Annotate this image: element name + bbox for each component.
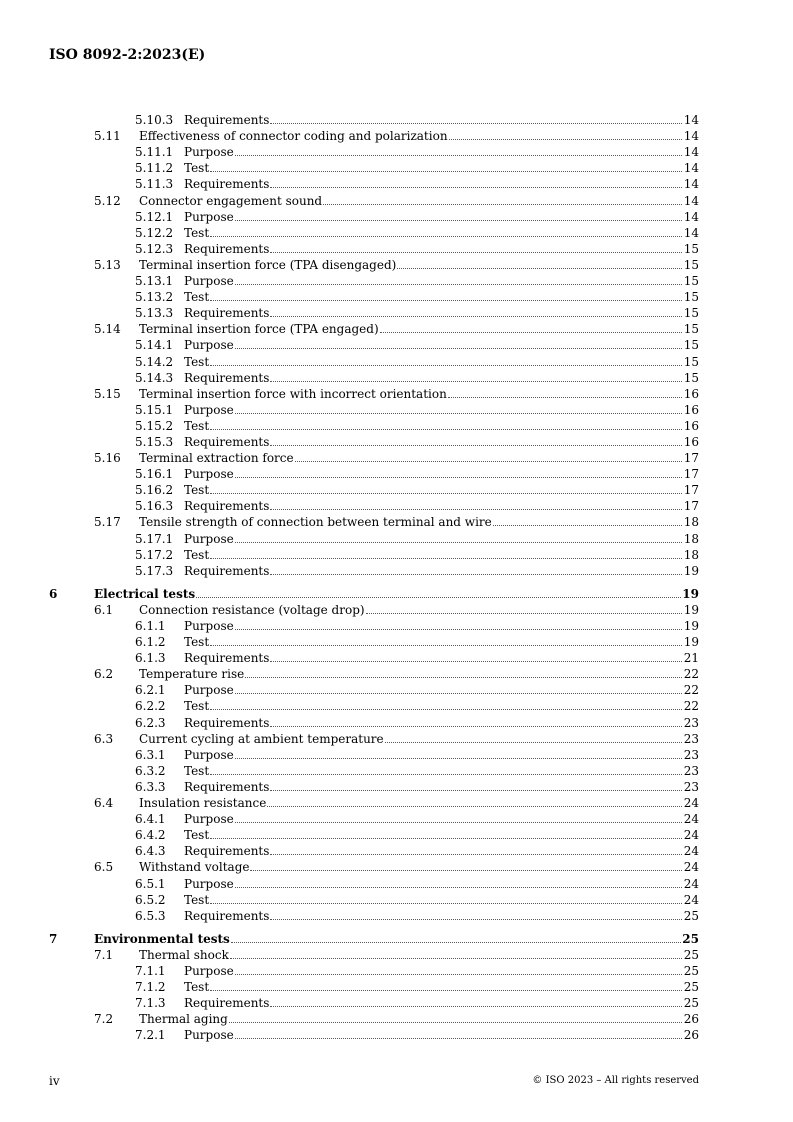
toc-entry-number: 5.14.2 [135, 354, 174, 369]
toc-entry[interactable] [49, 529, 699, 545]
toc-entry-title: Test [184, 892, 210, 907]
toc-entry[interactable] [49, 546, 699, 562]
toc-entry-number: 5.13.2 [135, 290, 174, 305]
toc-entry-title: Requirements [184, 177, 270, 192]
toc-entry-number: 5.17.2 [135, 547, 174, 562]
toc-entry-number: 6.3.2 [135, 763, 166, 778]
toc-entry-title: Requirements [184, 241, 270, 256]
dot-leader [210, 558, 682, 559]
toc-entry[interactable] [49, 288, 699, 304]
toc-entry-title: Test [184, 418, 210, 433]
toc-entry-number: 6.2 [94, 667, 114, 682]
toc-entry-page: 25 [683, 947, 699, 962]
toc-entry-title: Purpose [184, 683, 234, 698]
dot-leader [235, 542, 682, 543]
toc-entry-page: 15 [683, 354, 699, 369]
toc-entry-number: 6.5.3 [135, 908, 166, 923]
toc-entry[interactable] [49, 762, 699, 778]
toc-entry-title: Electrical tests [94, 586, 196, 601]
toc-entry-number: 7.1.3 [135, 996, 166, 1011]
toc-entry-page: 14 [683, 177, 699, 192]
toc-entry-number: 6.2.2 [135, 699, 166, 714]
toc-entry-number: 7 [49, 931, 58, 946]
toc-entry[interactable] [49, 272, 699, 288]
toc-entry-number: 5.11.1 [135, 145, 174, 160]
toc-entry-number: 7.2 [94, 1012, 114, 1027]
dot-leader [270, 854, 682, 855]
toc-entry[interactable] [49, 369, 699, 385]
dot-leader [397, 268, 682, 269]
toc-entry-page: 15 [683, 274, 699, 289]
dot-leader [210, 300, 682, 301]
toc-entry-page: 17 [683, 467, 699, 482]
toc-entry-page: 24 [683, 812, 699, 827]
toc-entry[interactable] [49, 665, 699, 681]
table-of-contents [49, 111, 699, 1042]
dot-leader [449, 139, 682, 140]
dot-leader [270, 445, 682, 446]
toc-entry-number: 5.14.3 [135, 370, 174, 385]
dot-leader [270, 381, 682, 382]
toc-entry-page: 18 [683, 547, 699, 562]
copyright-notice: © ISO 2023 – All rights reserved [532, 1075, 699, 1086]
toc-entry[interactable] [49, 891, 699, 907]
toc-entry-title: Purpose [184, 812, 234, 827]
toc-entry-number: 6.3.1 [135, 747, 166, 762]
toc-entry-title: Purpose [184, 467, 234, 482]
toc-entry-page: 17 [683, 499, 699, 514]
toc-entry-number: 5.11.2 [135, 161, 174, 176]
toc-entry-number: 6.5.1 [135, 876, 166, 891]
toc-entry[interactable] [49, 649, 699, 665]
toc-entry-title: Thermal aging [139, 1012, 228, 1027]
toc-entry-title: Purpose [184, 402, 234, 417]
toc-entry-number: 5.12.2 [135, 225, 174, 240]
dot-leader [270, 252, 682, 253]
toc-entry-number: 5.16 [94, 451, 121, 466]
toc-entry[interactable] [49, 562, 699, 578]
toc-entry[interactable] [49, 585, 699, 601]
dot-leader [235, 348, 682, 349]
toc-entry-title: Test [184, 635, 210, 650]
toc-entry-title: Test [184, 225, 210, 240]
toc-entry-title: Terminal insertion force with incorrect orientation [139, 386, 447, 401]
toc-entry-number: 5.14.1 [135, 338, 174, 353]
toc-entry[interactable] [49, 127, 699, 143]
toc-entry-number: 5.13.3 [135, 306, 174, 321]
dot-leader [270, 187, 682, 188]
toc-entry-number: 5.12 [94, 193, 121, 208]
toc-entry-title: Requirements [184, 844, 270, 859]
toc-entry-page: 23 [683, 747, 699, 762]
dot-leader [270, 726, 682, 727]
toc-entry[interactable] [49, 617, 699, 633]
toc-entry-title: Requirements [184, 113, 270, 128]
toc-entry-number: 5.17.1 [135, 531, 174, 546]
dot-leader [235, 887, 682, 888]
toc-entry[interactable] [49, 907, 699, 923]
toc-entry-title: Tensile strength of connection between terminal and wire [139, 515, 492, 530]
toc-entry[interactable] [49, 930, 699, 946]
toc-entry-number: 6.3 [94, 731, 114, 746]
toc-entry-page: 21 [683, 651, 699, 666]
toc-entry-title: Purpose [184, 876, 234, 891]
toc-entry-number: 6.4 [94, 796, 114, 811]
dot-leader [210, 236, 682, 237]
toc-entry-page: 22 [683, 699, 699, 714]
dot-leader [235, 413, 682, 414]
toc-entry[interactable] [49, 778, 699, 794]
dot-leader [210, 990, 682, 991]
toc-entry-number: 6.1.1 [135, 619, 166, 633]
dot-leader [245, 677, 682, 678]
toc-entry[interactable] [49, 497, 699, 513]
toc-entry-title: Temperature rise [139, 667, 245, 682]
toc-entry-number: 5.15.1 [135, 402, 174, 417]
dot-leader [210, 903, 682, 904]
toc-entry-page: 19 [683, 563, 699, 578]
toc-entry-page: 15 [683, 322, 699, 337]
toc-entry[interactable] [49, 352, 699, 368]
toc-entry-number: 5.15.2 [135, 418, 174, 433]
toc-entry-page: 24 [683, 876, 699, 891]
toc-entry-page: 25 [682, 931, 699, 946]
toc-entry[interactable] [49, 697, 699, 713]
toc-entry-page: 19 [683, 619, 699, 633]
toc-entry[interactable] [49, 730, 699, 746]
toc-entry[interactable] [49, 401, 699, 417]
toc-entry-title: Connector engagement sound [139, 193, 323, 208]
toc-entry-page: 16 [683, 386, 699, 401]
dot-leader [229, 1022, 682, 1023]
toc-entry-number: 5.12.1 [135, 209, 174, 224]
toc-entry-title: Requirements [184, 306, 270, 321]
toc-entry-page: 15 [683, 290, 699, 305]
toc-entry-page: 25 [683, 908, 699, 923]
toc-entry[interactable] [49, 601, 699, 617]
dot-leader [267, 806, 682, 807]
toc-entry-number: 5.15.3 [135, 434, 174, 449]
toc-entry-page: 14 [683, 209, 699, 224]
toc-entry-number: 6.4.1 [135, 812, 166, 827]
dot-leader [250, 870, 682, 871]
toc-entry-title: Purpose [184, 963, 234, 978]
toc-entry-page: 24 [683, 844, 699, 859]
toc-entry[interactable] [49, 304, 699, 320]
toc-entry-title: Terminal insertion force (TPA engaged) [139, 322, 379, 337]
toc-entry-title: Terminal insertion force (TPA disengaged) [139, 257, 397, 272]
dot-leader [270, 790, 682, 791]
dot-leader [210, 429, 682, 430]
toc-entry-page: 24 [683, 860, 699, 875]
toc-entry[interactable] [49, 874, 699, 890]
dot-leader [270, 509, 682, 510]
dot-leader [235, 1038, 682, 1039]
toc-entry-number: 5.13.1 [135, 274, 174, 289]
toc-entry[interactable] [49, 417, 699, 433]
toc-entry[interactable] [49, 208, 699, 224]
toc-entry-page: 15 [683, 306, 699, 321]
dot-leader [210, 838, 682, 839]
toc-entry-title: Test [184, 699, 210, 714]
toc-entry-number: 5.17.3 [135, 563, 174, 578]
toc-entry[interactable] [49, 633, 699, 649]
toc-entry-number: 6.5.2 [135, 892, 166, 907]
toc-entry-page: 24 [683, 796, 699, 811]
toc-entry-number: 7.1.2 [135, 980, 166, 995]
toc-entry-page: 23 [683, 731, 699, 746]
dot-leader [235, 220, 682, 221]
toc-entry-number: 6.1 [94, 602, 114, 617]
toc-entry-page: 15 [683, 338, 699, 353]
toc-entry-title: Test [184, 828, 210, 843]
toc-entry-title: Requirements [184, 434, 270, 449]
toc-entry-title: Purpose [184, 209, 234, 224]
toc-entry-page: 14 [683, 225, 699, 240]
dot-leader [295, 461, 682, 462]
toc-entry-page: 15 [683, 241, 699, 256]
toc-entry-number: 5.12.3 [135, 241, 174, 256]
dot-leader [210, 365, 682, 366]
dot-leader [235, 693, 682, 694]
toc-entry[interactable] [49, 794, 699, 810]
dot-leader [235, 758, 682, 759]
toc-entry-title: Purpose [184, 1028, 234, 1043]
toc-entry-page: 23 [683, 779, 699, 794]
dot-leader [235, 974, 682, 975]
toc-entry-title: Purpose [184, 274, 234, 289]
toc-entry[interactable] [49, 810, 699, 826]
toc-entry-page: 22 [683, 683, 699, 698]
toc-entry[interactable] [49, 256, 699, 272]
toc-entry-page: 18 [683, 515, 699, 530]
toc-entry-number: 5.15 [94, 386, 121, 401]
toc-entry[interactable] [49, 746, 699, 762]
toc-entry-title: Requirements [184, 715, 270, 730]
toc-entry-page: 14 [683, 113, 699, 128]
toc-entry-title: Thermal shock [139, 947, 229, 962]
toc-entry-number: 5.10.3 [135, 113, 174, 128]
toc-entry[interactable] [49, 826, 699, 842]
toc-entry-title: Test [184, 290, 210, 305]
dot-leader [270, 919, 682, 920]
dot-leader [448, 397, 682, 398]
toc-entry[interactable] [49, 111, 699, 127]
dot-leader [270, 574, 682, 575]
dot-leader [493, 525, 682, 526]
dot-leader [210, 774, 682, 775]
toc-entry-title: Requirements [184, 370, 270, 385]
toc-entry[interactable] [49, 481, 699, 497]
dot-leader [270, 1006, 682, 1007]
toc-entry[interactable] [49, 465, 699, 481]
toc-entry-number: 5.16.2 [135, 483, 174, 498]
toc-entry-number: 7.2.1 [135, 1028, 166, 1043]
toc-entry[interactable] [49, 433, 699, 449]
dot-leader [230, 958, 682, 959]
toc-entry-title: Requirements [184, 651, 270, 666]
toc-entry[interactable] [49, 513, 699, 529]
toc-entry-title: Purpose [184, 338, 234, 353]
toc-entry[interactable] [49, 449, 699, 465]
toc-entry-title: Test [184, 161, 210, 176]
toc-entry-number: 6 [49, 586, 58, 601]
toc-entry[interactable] [49, 159, 699, 175]
dot-leader [231, 942, 682, 943]
toc-entry-page: 24 [683, 828, 699, 843]
toc-entry-page: 25 [683, 963, 699, 978]
toc-entry-page: 14 [683, 145, 699, 160]
toc-entry-title: Test [184, 763, 210, 778]
toc-entry-number: 6.2.1 [135, 683, 166, 698]
toc-entry-title: Test [184, 354, 210, 369]
toc-entry[interactable] [49, 1026, 699, 1042]
toc-entry-title: Terminal extraction force [139, 451, 294, 466]
toc-entry-number: 6.4.3 [135, 844, 166, 859]
dot-leader [210, 171, 682, 172]
toc-entry-title: Current cycling at ambient temperature [139, 731, 384, 746]
toc-entry-page: 22 [683, 667, 699, 682]
toc-entry[interactable] [49, 336, 699, 352]
toc-entry-page: 15 [683, 370, 699, 385]
toc-entry[interactable] [49, 143, 699, 159]
toc-entry-page: 26 [683, 1012, 699, 1027]
dot-leader [380, 332, 682, 333]
toc-entry-number: 5.11 [94, 129, 121, 144]
toc-entry-page: 17 [683, 483, 699, 498]
dot-leader [366, 613, 682, 614]
toc-entry-number: 5.16.1 [135, 467, 174, 482]
toc-entry-title: Purpose [184, 747, 234, 762]
dot-leader [210, 493, 682, 494]
toc-entry-page: 16 [683, 418, 699, 433]
toc-entry-title: Purpose [184, 531, 234, 546]
dot-leader [323, 204, 682, 205]
toc-entry[interactable] [49, 191, 699, 207]
toc-entry-title: Requirements [184, 779, 270, 794]
toc-entry-title: Requirements [184, 499, 270, 514]
dot-leader [270, 661, 682, 662]
toc-entry[interactable] [49, 978, 699, 994]
toc-entry-page: 19 [682, 586, 699, 601]
dot-leader [235, 477, 682, 478]
toc-entry[interactable] [49, 240, 699, 256]
toc-entry-page: 16 [683, 402, 699, 417]
toc-entry[interactable] [49, 175, 699, 191]
toc-entry[interactable] [49, 320, 699, 336]
toc-entry-title: Purpose [184, 619, 234, 633]
toc-entry-page: 15 [683, 257, 699, 272]
toc-entry-page: 17 [683, 451, 699, 466]
toc-entry-title: Test [184, 547, 210, 562]
toc-entry-title: Effectiveness of connector coding and polarization [139, 129, 448, 144]
toc-entry-number: 6.5 [94, 860, 114, 875]
toc-entry[interactable] [49, 224, 699, 240]
toc-entry-number: 5.17 [94, 515, 121, 530]
dot-leader [235, 284, 682, 285]
toc-entry[interactable] [49, 1010, 699, 1026]
toc-entry-page: 18 [683, 531, 699, 546]
toc-entry-number: 6.2.3 [135, 715, 166, 730]
document-header: ISO 8092-2:2023(E) [49, 47, 206, 63]
page-number: iv [49, 1074, 60, 1088]
toc-entry-number: 6.1.2 [135, 635, 166, 650]
toc-entry-page: 19 [683, 635, 699, 650]
toc-entry-title: Insulation resistance [139, 796, 267, 811]
dot-leader [270, 123, 682, 124]
toc-entry-page: 24 [683, 892, 699, 907]
toc-entry-page: 14 [683, 161, 699, 176]
toc-entry-number: 5.14 [94, 322, 121, 337]
toc-entry[interactable] [49, 858, 699, 874]
toc-entry-page: 19 [683, 602, 699, 617]
dot-leader [210, 645, 682, 646]
toc-entry-number: 5.13 [94, 257, 121, 272]
dot-leader [385, 742, 682, 743]
toc-entry-page: 16 [683, 434, 699, 449]
toc-entry-page: 25 [683, 996, 699, 1011]
toc-entry-page: 23 [683, 715, 699, 730]
toc-entry-number: 7.1.1 [135, 963, 166, 978]
toc-entry-title: Requirements [184, 908, 270, 923]
toc-entry-page: 26 [683, 1028, 699, 1043]
toc-entry-number: 5.16.3 [135, 499, 174, 514]
toc-entry-number: 6.1.3 [135, 651, 166, 666]
toc-entry[interactable] [49, 681, 699, 697]
toc-entry[interactable] [49, 842, 699, 858]
toc-entry-number: 6.3.3 [135, 779, 166, 794]
toc-entry-title: Requirements [184, 563, 270, 578]
toc-entry[interactable] [49, 385, 699, 401]
toc-entry-title: Purpose [184, 145, 234, 160]
toc-entry-page: 14 [683, 193, 699, 208]
toc-entry[interactable] [49, 946, 699, 962]
toc-entry-page: 23 [683, 763, 699, 778]
toc-entry[interactable] [49, 713, 699, 729]
dot-leader [235, 822, 682, 823]
toc-entry-title: Requirements [184, 996, 270, 1011]
dot-leader [235, 629, 682, 630]
toc-entry-title: Withstand voltage [139, 860, 250, 875]
dot-leader [235, 155, 682, 156]
toc-entry-title: Test [184, 980, 210, 995]
dot-leader [270, 316, 682, 317]
toc-entry-number: 5.11.3 [135, 177, 174, 192]
toc-entry-number: 7.1 [94, 947, 114, 962]
toc-entry-number: 6.4.2 [135, 828, 166, 843]
toc-entry-title: Connection resistance (voltage drop) [139, 602, 365, 617]
toc-entry-page: 25 [683, 980, 699, 995]
toc-entry[interactable] [49, 962, 699, 978]
toc-entry-title: Test [184, 483, 210, 498]
dot-leader [210, 709, 682, 710]
toc-entry[interactable] [49, 994, 699, 1010]
toc-entry-title: Environmental tests [94, 931, 230, 946]
dot-leader [196, 597, 681, 598]
toc-entry-page: 14 [683, 129, 699, 144]
